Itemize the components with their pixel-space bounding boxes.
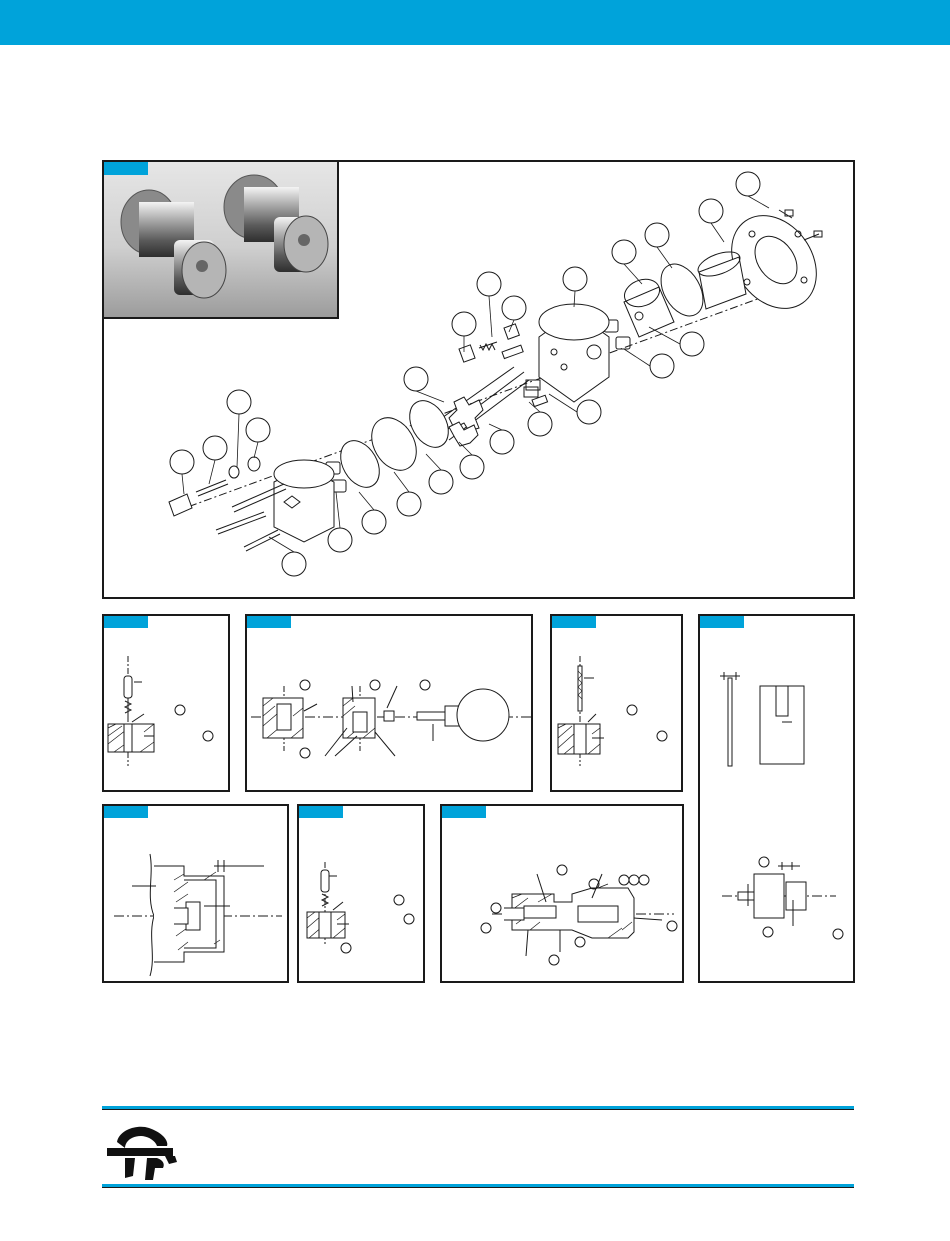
detail-5-drawing bbox=[104, 806, 289, 983]
inner-magnet-part bbox=[621, 275, 674, 337]
shim-gauge bbox=[728, 678, 732, 766]
center-axis-line bbox=[174, 282, 804, 512]
exploded-assembly-drawing bbox=[104, 162, 855, 599]
leader-lines bbox=[182, 196, 769, 552]
detail-6-drawing bbox=[299, 806, 425, 983]
detail-panel-4 bbox=[698, 614, 855, 983]
detail-panel-3 bbox=[550, 614, 683, 792]
detail-4-drawing bbox=[700, 616, 855, 983]
detail-3-drawing bbox=[552, 616, 683, 792]
detail-1-drawing bbox=[104, 616, 230, 792]
footer-rule-bottom-dark bbox=[102, 1187, 854, 1188]
detail-7-drawing bbox=[442, 806, 684, 983]
top-header-bar bbox=[0, 0, 950, 45]
callout-circles bbox=[170, 172, 760, 576]
footer-rule-top-dark bbox=[102, 1109, 854, 1110]
detail-panel-6 bbox=[297, 804, 425, 983]
detail-panel-2 bbox=[245, 614, 533, 792]
detail-2-drawing bbox=[247, 616, 533, 792]
pump-body-part bbox=[539, 304, 609, 402]
detail-panel-7 bbox=[440, 804, 684, 983]
pump-logo-icon bbox=[103, 1122, 183, 1182]
main-exploded-view-panel bbox=[102, 160, 855, 599]
detail-panel-1 bbox=[102, 614, 230, 792]
adjusting-screw-part bbox=[169, 457, 260, 516]
panel-tab bbox=[104, 162, 148, 175]
fork-tool bbox=[760, 686, 804, 764]
gear-shaft-part bbox=[439, 367, 529, 446]
end-cover-part bbox=[274, 460, 334, 542]
detail-panel-5 bbox=[102, 804, 289, 983]
